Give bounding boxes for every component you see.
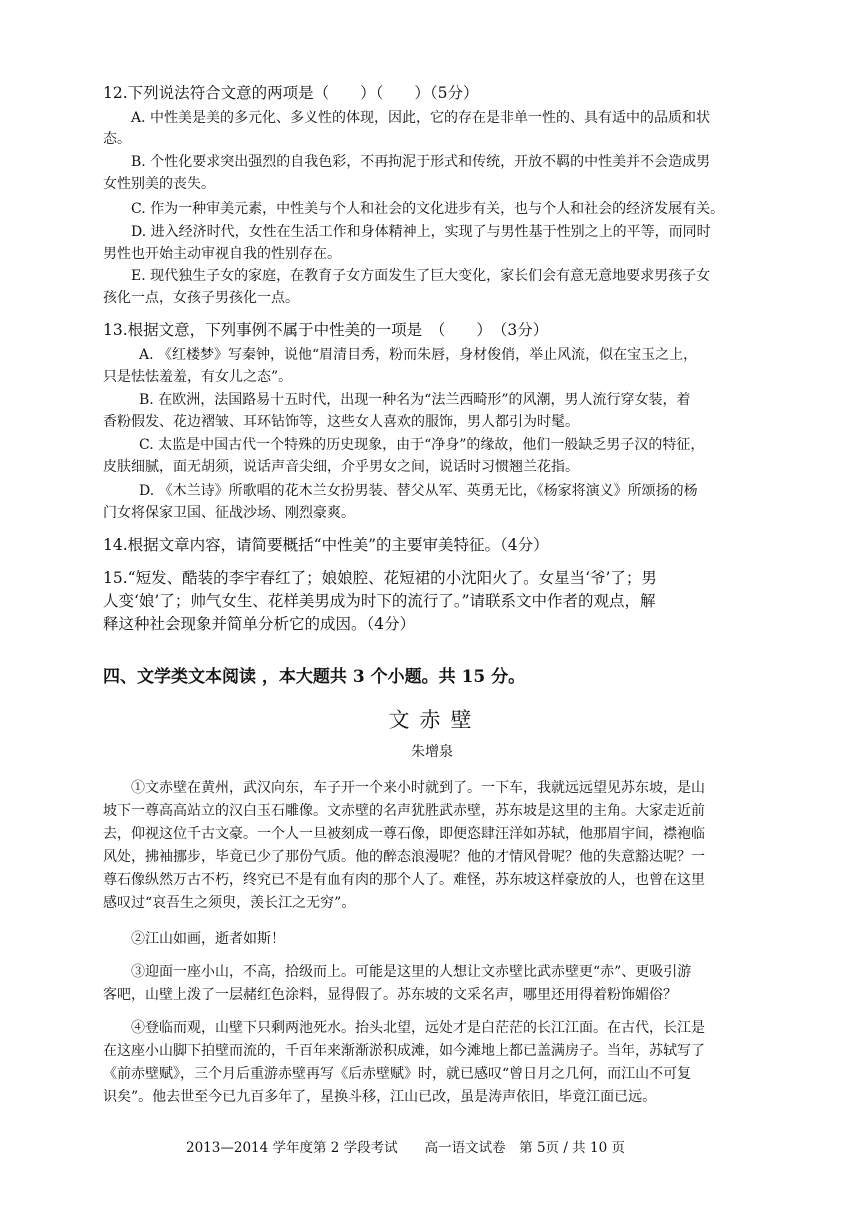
q12-option-c: C. 作为一种审美元素，中性美与个人和社会的文化进步有关，也与个人和社会的经济发展有关。 (131, 201, 725, 217)
q12-option-a-line2: 态。 (103, 131, 131, 147)
q12-option-e-line1: E. 现代独生子女的家庭，在教育子女方面发生了巨大变化，家长们会有意无意地要求男孩子女 (131, 268, 711, 284)
paragraph-1-line1: ①文赤壁在黄州，武汉向东，车子开一个来小时就到了。一下车，我就远远望见苏东坡，是山 (131, 780, 705, 796)
article-author: 朱增泉 (411, 744, 453, 760)
q13-option-a-line1: A. 《红楼梦》写秦钟，说他“眉清目秀，粉而朱唇，身材俊俏，举止风流，似在宝玉之上， (139, 347, 698, 363)
q13-option-b-line1: B. 在欧洲，法国路易十五时代，出现一种名为“法兰西畸形”的风潮，男人流行穿女装，着 (139, 392, 691, 408)
paragraph-1-line3: 去，仰视这位千古文豪。一个人一旦被刻成一尊石像，即便恣肆汪洋如苏轼，他那眉宇间，襟袍临 (103, 826, 705, 842)
q12-option-b-line1: B. 个性化要求突出强烈的自我色彩，不再拘泥于形式和传统，开放不羁的中性美并不会造成男 (131, 154, 711, 170)
paragraph-4-line1: ④登临而观，山壁下只剩两池死水。抬头北望，远处才是白茫茫的长江江面。在古代，长江是 (131, 1020, 705, 1036)
q12-option-d-line2: 男性也开始主动审视自我的性别存在。 (103, 246, 341, 262)
q13-option-a-line2: 只是怯怯羞羞，有女儿之态”。 (103, 369, 293, 385)
paragraph-4-line4: 识矣”。他去世至今已九百多年了，星换斗移，江山已改，虽是涛声依旧，毕竟江面已远。 (103, 1089, 657, 1105)
paragraph-1-line6: 感叹过“哀吾生之须臾，羡长江之无穷”。 (103, 895, 356, 911)
q15-stem-line2: 人变‘娘’了；帅气女生、花样美男成为时下的流行了。”请联系文中作者的观点，解 (103, 592, 656, 610)
q15-stem-line3: 释这种社会现象并简单分析它的成因。（4分） (103, 615, 416, 633)
q14-stem: 14.根据文章内容，请简要概括“中性美”的主要审美特征。（4分） (103, 536, 549, 554)
q12-option-b-line2: 女性别美的丧失。 (103, 176, 215, 192)
q13-option-c-line2: 皮肤细腻，面无胡须，说话声音尖细，介乎男女之间，说话时习惯翘兰花指。 (103, 459, 579, 475)
paragraph-4-line2: 在这座小山脚下拍壁而流的，千百年来渐渐淤积成滩，如今滩地上都已盖满房子。当年，苏轼写了 (103, 1043, 705, 1059)
paragraph-3-line1: ③迎面一座小山，不高，拾级而上。可能是这里的人想让文赤壁比武赤壁更“赤”、更吸引游 (131, 964, 692, 980)
section-heading: 四、文学类文本阅读 ，本大题共 3 个小题。共 15 分。 (103, 667, 526, 687)
q13-option-b-line2: 香粉假发、花边褶皱、耳环钻饰等，这些女人喜欢的服饰，男人都引为时髦。 (103, 414, 579, 430)
page-footer: 2013—2014 学年度第 2 学段考试 高一语文试卷 第 5页 / 共 10 页 (186, 1140, 625, 1156)
paragraph-1-line5: 尊石像纵然万古不朽，终究已不是有血有肉的那个人了。难怪，苏东坡这样豪放的人，也曾在这里 (103, 872, 705, 888)
q12-option-a-line1: A. 中性美是美的多元化、多义性的体现，因此，它的存在是非单一性的、具有适中的品质和状 (131, 110, 711, 126)
q12-option-d-line1: D. 进入经济时代，女性在生活工作和身体精神上，实现了与男性基于性别之上的平等，而同时 (131, 224, 711, 240)
paragraph-1-line2: 坡下一尊高高站立的汉白玉石雕像。文赤壁的名声犹胜武赤壁，苏东坡是这里的主角。大家走近前 (103, 803, 705, 819)
q12-stem: 12.下列说法符合文意的两项是（ ）（ ）（5分） (103, 84, 479, 102)
paragraph-4-line3: 《前赤壁赋》，三个月后重游赤壁再写《后赤壁赋》时，就已感叹“曾日月之几何，而江山不可复 (103, 1066, 692, 1082)
q13-stem: 13.根据文意，下列事例不属于中性美的一项是 （ ） （3分） (103, 321, 549, 339)
paragraph-3-line2: 客吧，山壁上泼了一层赭红色涂料，显得假了。苏东坡的文采名声，哪里还用得着粉饰媚俗？ (103, 987, 677, 1003)
q13-option-d-line1: D. 《木兰诗》所歌唱的花木兰女扮男装、替父从军、英勇无比，《杨家将演义》所颂扬的杨 (139, 483, 698, 499)
paragraph-2: ②江山如画，逝者如斯！ (131, 931, 285, 947)
paragraph-1-line4: 风处，拂袖挪步，毕竟已少了那份气质。他的醉态浪漫呢？他的才情风骨呢？他的失意豁达呢？一 (103, 849, 705, 865)
q15-stem-line1: 15.“短发、酷装的李宇春红了；娘娘腔、花短裙的小沈阳火了。女星当‘爷’了；男 (103, 569, 657, 587)
q13-option-c-line1: C. 太监是中国古代一个特殊的历史现象，由于“净身”的缘故，他们一般缺乏男子汉的特征， (139, 437, 705, 453)
article-title: 文赤壁 (388, 708, 482, 732)
q13-option-d-line2: 门女将保家卫国、征战沙场、刚烈豪爽。 (103, 505, 355, 521)
q12-option-e-line2: 孩化一点，女孩子男孩化一点。 (103, 290, 299, 306)
